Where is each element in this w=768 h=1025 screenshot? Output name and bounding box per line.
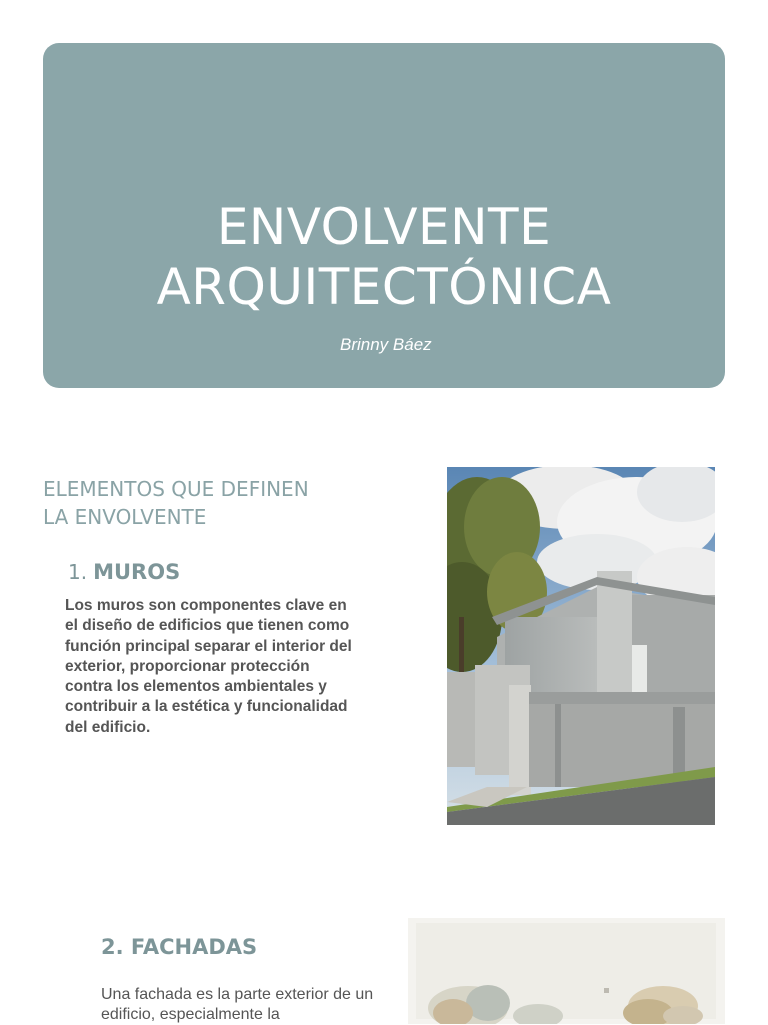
page-title xyxy=(43,197,725,317)
fachadas-heading: 2. FACHADAS xyxy=(101,935,258,959)
section-heading-line-2: LA ENVOLVENTE xyxy=(43,505,207,529)
author-name: Brinny Báez xyxy=(340,335,432,354)
page-title-line-1: ENVOLVENTE xyxy=(216,198,552,256)
muros-number: 1. xyxy=(68,560,88,584)
title-banner xyxy=(43,43,725,388)
house-photo xyxy=(447,467,715,825)
muros-heading xyxy=(68,560,180,584)
fachadas-description: Una fachada es la parte exterior de un edificio, especialmente la xyxy=(101,986,374,1023)
section-heading-line-1: ELEMENTOS QUE DEFINEN xyxy=(43,477,309,501)
house-photo-illustration xyxy=(447,467,715,825)
page-title-line-2: ARQUITECTÓNICA xyxy=(156,258,612,316)
muros-description: Los muros son componentes clave en el diseño de edificios que tienen como función principal separar el interior del exterior, proporcionar protección contra los elementos ambientales y contribuir a la estética y funcionalidad del edificio. xyxy=(65,597,352,736)
sketch-illustration xyxy=(408,918,725,1024)
muros-title: MUROS xyxy=(93,560,181,584)
section-heading xyxy=(43,475,373,531)
sketch-photo xyxy=(408,918,725,1024)
